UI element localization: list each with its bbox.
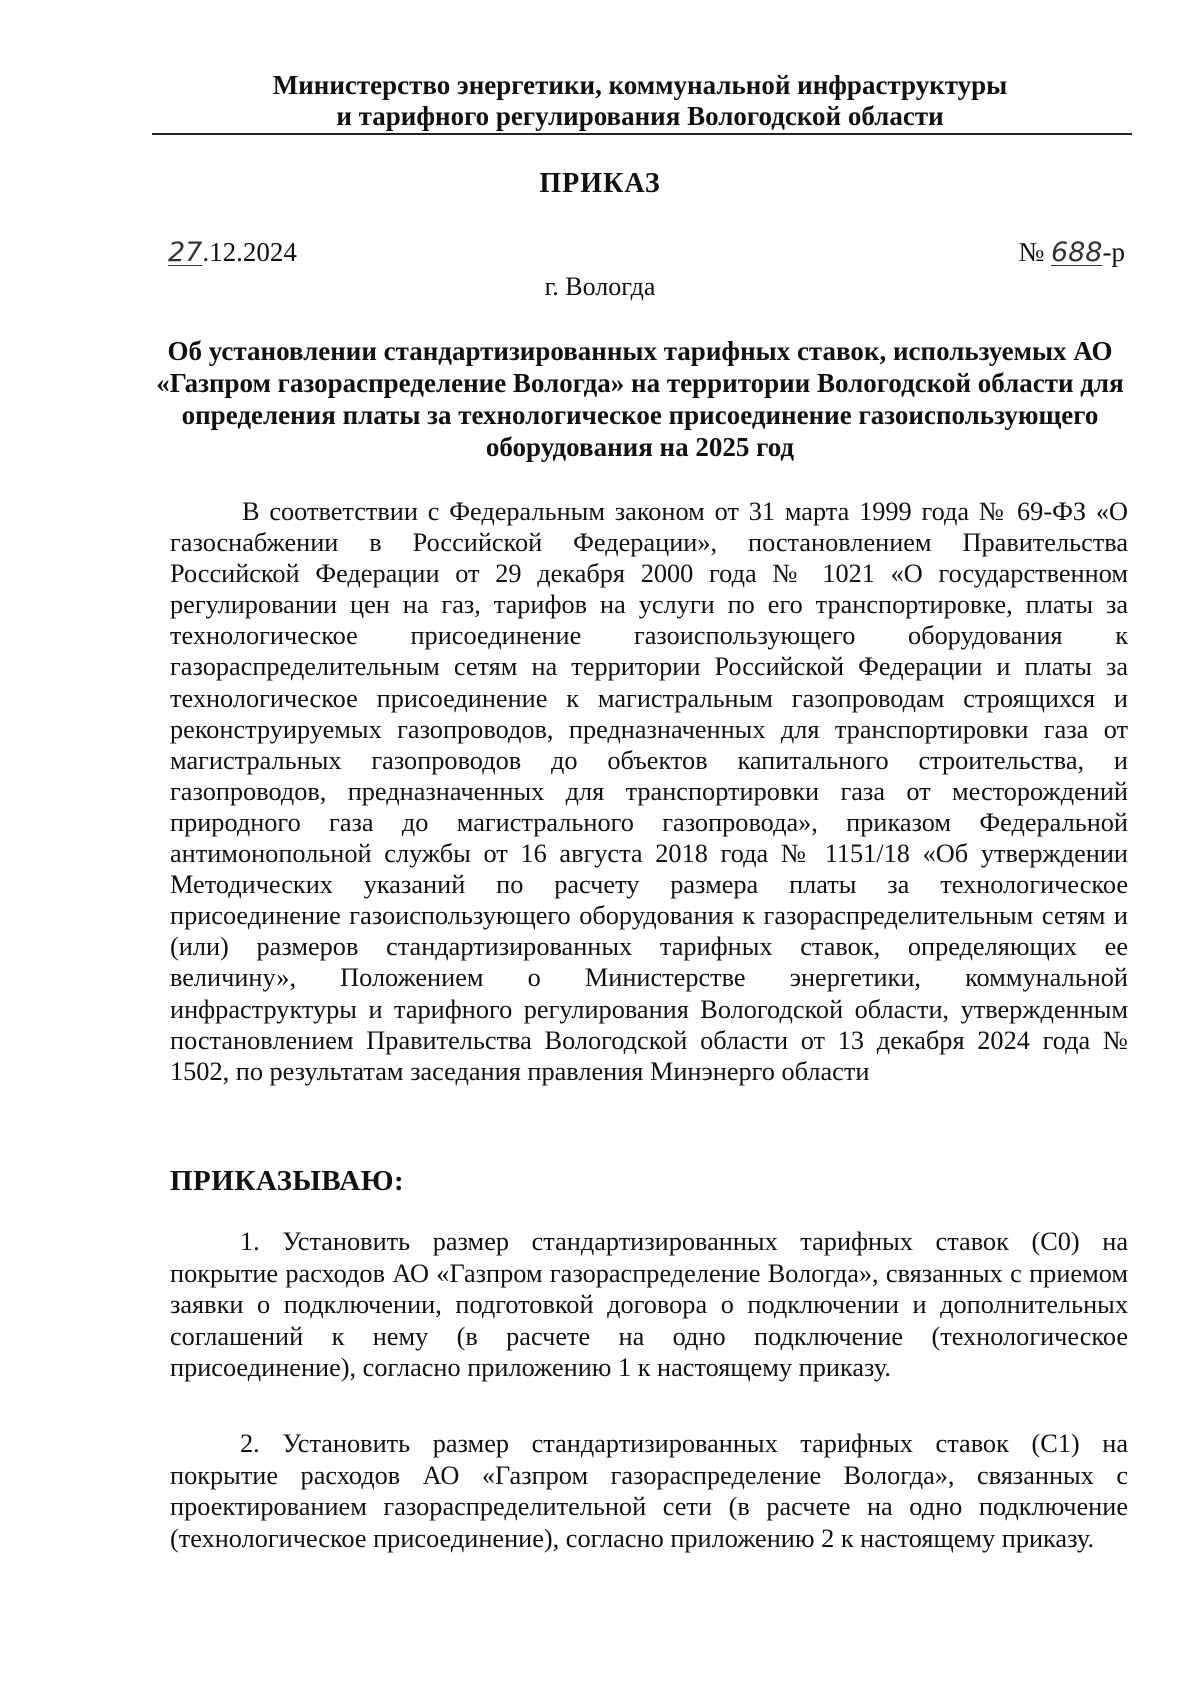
- ministry-name-line-1: Министерство энергетики, коммунальной инфраструктуры: [272, 70, 1008, 100]
- date-month-year: .12.2024: [202, 237, 297, 267]
- number-prefix: №: [1018, 237, 1051, 267]
- order-item-2: 2. Установить размер стандартизированных тарифных ставок (С1) на покрытие расходов АО «Газпром газораспределение Вологда», связанных с проектированием газораспределительной сети (в расчете на одно подключение (технологическое присоединение), согласно приложению 2 к настоящему приказу.: [170, 1429, 1128, 1553]
- number-suffix: -р: [1102, 237, 1125, 267]
- document-subject: Об установлении стандартизированных тарифных ставок, используемых АО «Газпром газораспределение Вологда» на территории Вологодской области для определения платы за технологическое присоединение газоиспользующего оборудования на 2025 год: [156, 336, 1124, 462]
- ministry-name-line-2: и тарифного регулирования Вологодской области: [336, 101, 944, 131]
- header-rule: [152, 133, 1132, 135]
- handwritten-number: 688: [1050, 237, 1103, 268]
- handwritten-day: 27: [168, 237, 203, 268]
- document-date: [168, 237, 297, 268]
- document-title: ПРИКАЗ: [539, 168, 661, 199]
- orders-heading: ПРИКАЗЫВАЮ:: [170, 1165, 405, 1197]
- document-city: г. Вологда: [544, 272, 656, 301]
- preamble-paragraph: В соответствии с Федеральным законом от 31 марта 1999 года № 69-ФЗ «О газоснабжении в Российской Федерации», постановлением Правительства Российской Федерации от 29 декабря 2000 года № 1021 «О государственном регулировании цен на газ, тарифов на услуги по его транспортировке, платы за технологическое присоединение газоиспользующего оборудования к газораспределительным сетям на территории Российской Федерации и платы за технологическое присоединение к магистральным газопроводам строящихся и реконструируемых газопроводов, предназначенных для транспортировки газа от магистральных газопроводов до объектов капитального строительства, и газопроводов, предназначенных для транспортировки газа от месторождений природного газа до магистрального газопровода», приказом Федеральной антимонопольной службы от 16 августа 2018 года № 1151/18 «Об утверждении Методических указаний по расчету размера платы за технологическое присоединение газоиспользующего оборудования к газораспределительным сетям и (или) размеров стандартизированных тарифных ставок, определяющих ее величину», Положением о Министерстве энергетики, коммунальной инфраструктуры и тарифного регулирования Вологодской области, утвержденным постановлением Правительства Вологодской области от 13 декабря 2024 года № 1502, по результатам заседания правления Минэнерго области: [170, 497, 1128, 1086]
- order-item-1: 1. Установить размер стандартизированных тарифных ставок (С0) на покрытие расходов АО «Газпром газораспределение Вологда», связанных с приемом заявки о подключении, подготовкой договора о подключении и дополнительных соглашений к нему (в расчете на одно подключение (технологическое присоединение), согласно приложению 1 к настоящему приказу.: [170, 1227, 1128, 1383]
- document-number: [1018, 237, 1125, 268]
